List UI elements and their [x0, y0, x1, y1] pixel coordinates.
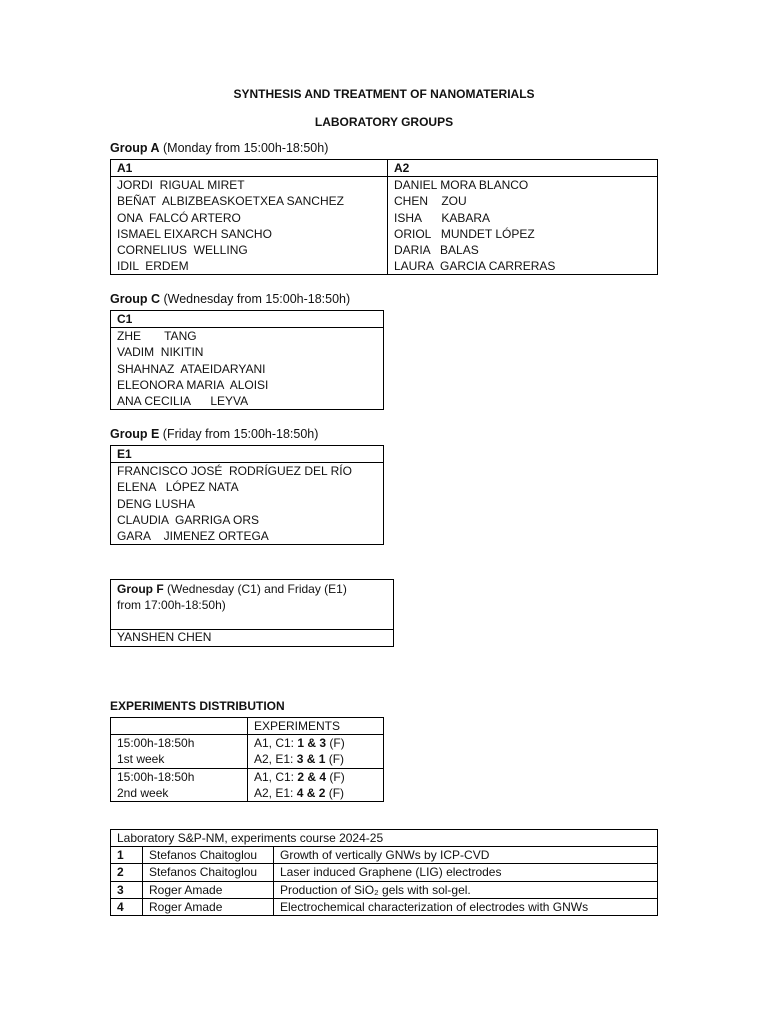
experiments-blank-header — [111, 718, 248, 735]
course-row: 1 Stefanos Chaitoglou Growth of vertically GNWs by ICP-CVD — [111, 847, 658, 864]
course-row: 3 Roger Amade Production of SiO₂ gels with sol-gel. — [111, 881, 658, 898]
group-a2-header: A2 — [388, 160, 658, 177]
group-c1-names: ZHE TANG VADIM NIKITIN SHAHNAZ ATAEIDARYANI ELEONORA MARIA ALOISI ANA CECILIA LEYVA — [111, 328, 384, 410]
course-row: 2 Stefanos Chaitoglou Laser induced Graphene (LIG) electrodes — [111, 864, 658, 881]
group-f-label: Group F (Wednesday (C1) and Friday (E1) from 17:00h-18:50h) — [111, 580, 393, 630]
group-f-name: YANSHEN CHEN — [117, 630, 212, 644]
page-subtitle: LABORATORY GROUPS — [314, 115, 454, 129]
group-e-label: Group E (Friday from 15:00h-18:50h) — [110, 427, 319, 441]
page-title: SYNTHESIS AND TREATMENT OF NANOMATERIALS — [233, 87, 535, 101]
group-e1-header: E1 — [111, 446, 384, 463]
experiments-header: EXPERIMENTS — [248, 718, 384, 735]
group-a1-names: JORDI RIGUAL MIRET BEÑAT ALBIZBEASKOETXEA SANCHEZ ONA FALCÓ ARTERO ISMAEL EIXARCH SANCHO CORNELIUS WELLING IDIL ERDEM — [111, 177, 388, 275]
group-e-table — [110, 445, 384, 545]
group-c-table — [110, 310, 384, 410]
group-a-label: Group A (Monday from 15:00h-18:50h) — [110, 141, 329, 155]
group-f-box — [110, 579, 394, 647]
group-c-label: Group C (Wednesday from 15:00h-18:50h) — [110, 292, 351, 306]
course-header: Laboratory S&P-NM, experiments course 2024-25 — [111, 830, 658, 847]
course-table — [110, 829, 658, 916]
group-a1-header: A1 — [111, 160, 388, 177]
experiments-table — [110, 717, 384, 802]
group-e1-names: FRANCISCO JOSÉ RODRÍGUEZ DEL RÍO ELENA LÓPEZ NATA DENG LUSHA CLAUDIA GARRIGA ORS GARA JIMENEZ ORTEGA — [111, 463, 384, 545]
experiments-row-week2: 15:00h-18:50h 2nd week A1, C1: 2 & 4 (F) A2, E1: 4 & 2 (F) — [111, 768, 384, 801]
group-c1-header: C1 — [111, 311, 384, 328]
group-a2-names: DANIEL MORA BLANCO CHEN ZOU ISHA KABARA ORIOL MUNDET LÓPEZ DARIA BALAS LAURA GARCIA CARRERAS — [388, 177, 658, 275]
experiments-heading: EXPERIMENTS DISTRIBUTION — [110, 699, 285, 713]
course-row: 4 Roger Amade Electrochemical characterization of electrodes with GNWs — [111, 898, 658, 915]
experiments-row-week1: 15:00h-18:50h 1st week A1, C1: 1 & 3 (F) A2, E1: 3 & 1 (F) — [111, 735, 384, 768]
group-a-table — [110, 159, 658, 275]
